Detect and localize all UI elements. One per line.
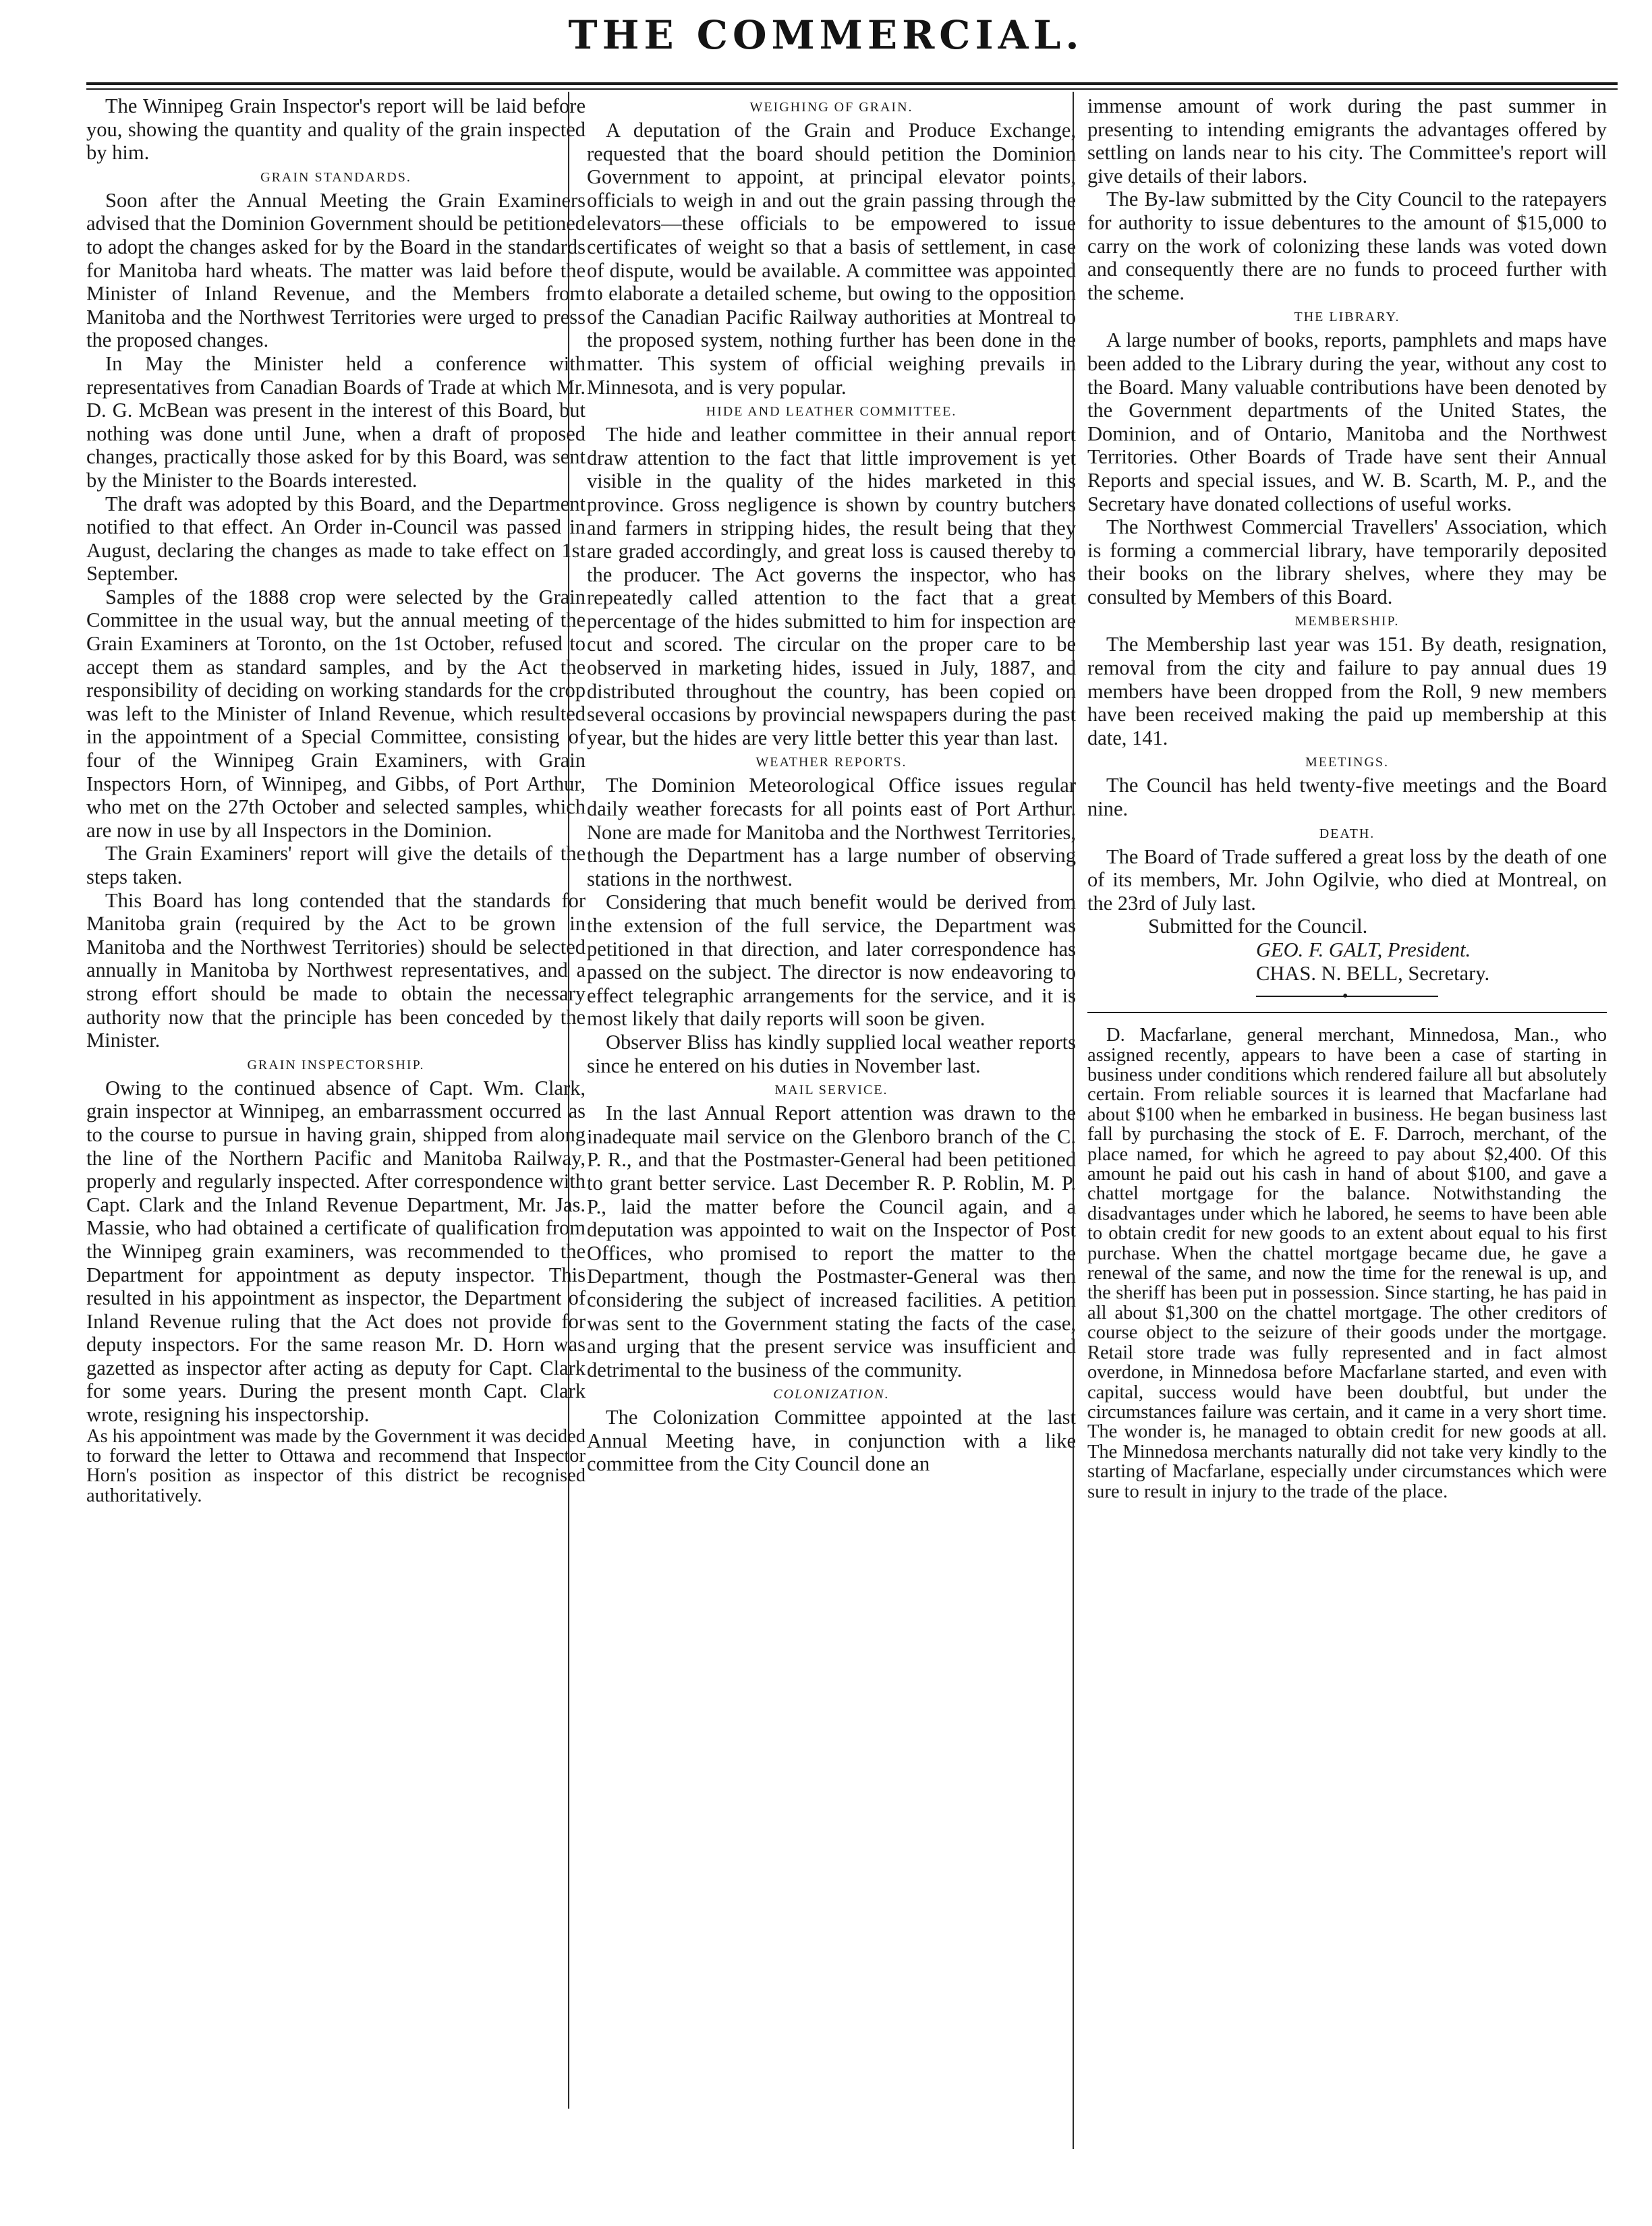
- section-heading: MEMBERSHIP.: [1294, 614, 1400, 629]
- paragraph: Soon after the Annual Meeting the Grain Examiners advised that the Dominion Government should be petitioned to adopt the changes asked for by the Board in the standards for Manitoba hard wheats. The matter was laid before the Minister of Inland Revenue, and the Members from Manitoba and the Northwest Territories were urged to press the proposed changes.: [86, 188, 586, 352]
- paragraph: The Colonization Committee appointed at the last Annual Meeting have, in conjunction with a like committee from the City Council done an: [587, 1406, 1076, 1476]
- paragraph: The Dominion Meteorological Office issues regular daily weather forecasts for all points east of Port Arthur. None are made for Manitoba and the Northwest Territories, though the Department has a large number of observing stations in the northwest.: [587, 774, 1076, 890]
- paragraph: Samples of the 1888 crop were selected by the Grain Committee in the usual way, but the annual meeting of the Grain Examiners at Toronto, on the 1st October, refused to accept them as standard samples, and by the Act the responsibility of deciding on working standards for the crop was left to the Minister of Inland Revenue, which resulted in the appointment of a Special Committee, consisting of four of the Winnipeg Grain Examiners, with Grain Inspectors Horn, of Winnipeg, and Gibbs, of Port Arthur, who met on the 27th October and selected samples, which are now in use by all Inspectors in the Dominion.: [86, 585, 586, 842]
- section-heading: GRAIN STANDARDS.: [260, 169, 411, 185]
- paragraph: The Membership last year was 151. By death, resignation, removal from the city and failure to pay annual dues 19 members have been dropped from the Roll, 9 new members have been received making the paid up membership at this date, 141.: [1087, 633, 1607, 749]
- paragraph: The Council has held twenty-five meetings and the Board nine.: [1087, 774, 1607, 821]
- header-rule-thin: [86, 88, 1618, 90]
- paragraph: immense amount of work during the past summer in presenting to intending emigrants the advantages offered by settling on lands near to his city. The Committee's report will give details of their labors.: [1087, 94, 1607, 188]
- section-heading: MEETINGS.: [1305, 755, 1390, 770]
- header-rule: [86, 82, 1618, 85]
- column-1: [86, 94, 586, 2186]
- paragraph: The Board of Trade suffered a great loss by the death of one of its members, Mr. John Ogilvie, who died at Montreal, on the 23rd of July last.: [1087, 845, 1607, 915]
- paragraph: The By-law submitted by the City Council to the ratepayers for authority to issue debentures to the amount of $15,000 to carry on the work of colonizing these lands was voted down and consequently there are no funds to proceed further with the scheme.: [1087, 188, 1607, 304]
- section-heading: WEATHER REPORTS.: [756, 755, 907, 770]
- signature-secretary: CHAS. N. BELL, Secretary.: [1256, 961, 1490, 985]
- paragraph: The Winnipeg Grain Inspector's report will be laid before you, showing the quantity and quality of the grain inspected by him.: [86, 94, 586, 165]
- paragraph: Owing to the continued absence of Capt. Wm. Clark, grain inspector at Winnipeg, an embarrassment occurred as to the course to pursue in having grain, shipped from along the line of the Northern Pacific and Manitoba Railway, properly and regularly inspected. After correspondence with Capt. Clark and the Inland Revenue Department, Mr. Jas. Massie, who had obtained a certificate of qualification from the Winnipeg grain examiners, was recommended to the Department for appointment as deputy inspector. This resulted in his appointment as inspector, the Department of Inland Revenue ruling that the Act does not provide for deputy inspectors. For the same reason Mr. D. Horn was gazetted as inspector after acting as deputy for Capt. Clark for some years. During the present month Capt. Clark wrote, resigning his inspectorship.: [86, 1076, 586, 1427]
- column-3: [1087, 94, 1607, 2186]
- section-heading: GRAIN INSPECTORSHIP.: [247, 1057, 425, 1073]
- section-heading: HIDE AND LEATHER COMMITTEE.: [706, 404, 957, 420]
- column-2: [587, 94, 1076, 2186]
- paragraph: In the last Annual Report attention was drawn to the inadequate mail service on the Glenboro branch of the C. P. R., and that the Postmaster-General had been petitioned to grant better service. Last December R. P. Roblin, M. P. P., laid the matter before the Council again, and a deputation was appointed to wait on the Inspector of Post Offices, who promised to report the matter to the Department, though the Postmaster-General was then considering the subject of increased facilities. A petition was sent to the Government stating the facts of the case, and urging that the present service was insufficient and detrimental to the business of the community.: [587, 1102, 1076, 1381]
- section-heading: DEATH.: [1319, 826, 1375, 841]
- section-heading: MAIL SERVICE.: [774, 1083, 888, 1098]
- paragraph: Observer Bliss has kindly supplied local weather reports since he entered on his duties in November last.: [587, 1030, 1076, 1077]
- article-rule: [1087, 1012, 1607, 1013]
- paragraph: In May the Minister held a conference with representatives from Canadian Boards of Trade at which Mr. D. G. McBean was present in the interest of this Board, but nothing was done until June, when a draft of proposed changes, practically those asked for by this Board, was sent by the Minister to the Boards interested.: [86, 351, 586, 492]
- masthead-title: THE COMMERCIAL.: [568, 12, 1084, 58]
- section-divider: [1087, 989, 1607, 1005]
- paragraph: A deputation of the Grain and Produce Exchange, requested that the board should petition the Dominion Government to appoint, at principal elevator points, officials to weigh in and out the grain passing through the elevators—these officials to be empowered to issue certificates of weight so that a basis of settlement, in case of dispute, would be available. A committee was appointed to elaborate a detailed scheme, but owing to the opposition of the Canadian Pacific Railway authorities at Montreal to the proposed system, nothing further has been done in the matter. This system of official weighing prevails in Minnesota, and is very popular.: [587, 119, 1076, 399]
- paragraph: Considering that much benefit would be derived from the extension of the full service, the Department was petitioned in that direction, and later correspondence has passed on the subject. The director is now endeavoring to effect telegraphic arrangements for the service, and it is most likely that daily reports will soon be given.: [587, 890, 1076, 1031]
- signature-president: GEO. F. GALT, President.: [1256, 938, 1471, 961]
- paragraph: D. Macfarlane, general merchant, Minnedosa, Man., who assigned recently, appears to have been a case of starting in business under conditions which rendered failure all but absolutely certain. From reliable sources it is learned that Macfarlane had about $100 when he embarked in business. He began business last fall by purchasing the stock of E. F. Darroch, merchant, of the place named, for which he agreed to pay about $2,400. Of this amount he paid out his cash in hand of about $100, and gave a chattel mortgage for the balance. Notwithstanding the disadvantages under which he labored, he seems to have been able to obtain credit for new goods to an extent about equal to his first purchase. When the chattel mortgage became due, he gave a renewal of the same, and now the time for the renewal is up, and the sheriff has been put in possession. Since starting, he has paid in all about $1,300 on the chattel mortgage. The other creditors of course object to the seizure of their goods under the mortgage. Retail store trade was fully represented and in fact almost overdone, in Minnedosa before Macfarlane started, and even with capital, success would have been doubtful, but under the circumstances failure was certain, and it came in a very short time. The wonder is, he managed to obtain credit for new goods at all. The Minnedosa merchants naturally did not take very kindly to the starting of Macfarlane, especially under circumstances which were sure to result in injury to the trade of the place.: [1087, 1025, 1607, 1502]
- paragraph: The hide and leather committee in their annual report draw attention to the fact that little improvement is yet visible in the quality of the hides marketed in this province. Gross negligence is shown by country butchers and farmers in stripping hides, the result being that they are graded accordingly, and great loss is caused thereby to the producer. The Act governs the inspector, who has repeatedly called attention to the fact that a great percentage of the hides submitted to him for inspection are cut and scored. The circular on the proper care to be observed in marketing hides, issued in July, 1887, and distributed throughout the country, has been copied on several occasions by provincial newspapers during the past year, but the hides are very little better this year than last.: [587, 423, 1076, 749]
- paragraph: The draft was adopted by this Board, and the Department notified to that effect. An Order in-Council was passed in August, declaring the changes as made to take effect on 1st September.: [86, 492, 586, 586]
- paragraph: As his appointment was made by the Government it was decided to forward the letter to Ottawa and recommend that Inspector Horn's position as inspector of this district be recognised authoritatively.: [86, 1425, 586, 1506]
- paragraph: This Board has long contended that the standards for Manitoba grain (required by the Act to be grown in Manitoba and the Northwest Territories) should be selected annually in Manitoba by Northwest representatives, and a strong effort should be made to obtain the necessary authority now that the principle has been conceded by the Minister.: [86, 888, 586, 1052]
- paragraph: The Grain Examiners' report will give the details of the steps taken.: [86, 842, 586, 888]
- section-heading: THE LIBRARY.: [1294, 310, 1400, 325]
- signature-line: Submitted for the Council.: [1148, 915, 1368, 938]
- paragraph: A large number of books, reports, pamphlets and maps have been added to the Library during the year, without any cost to the Board. Many valuable contributions have been denoted by the Government departments of the United States, the Dominion, and of Ontario, Manitoba and the Northwest Territories. Other Boards of Trade have sent their Annual Reports and special issues, and W. B. Scarth, M. P., and the Secretary have donated collections of useful works.: [1087, 329, 1607, 515]
- section-heading: WEIGHING OF GRAIN.: [749, 100, 913, 115]
- paragraph: The Northwest Commercial Travellers' Association, which is forming a commercial library, have temporarily deposited their books on the library shelves, where they may be consulted by Members of this Board.: [1087, 515, 1607, 608]
- section-heading: COLONIZATION.: [773, 1387, 890, 1402]
